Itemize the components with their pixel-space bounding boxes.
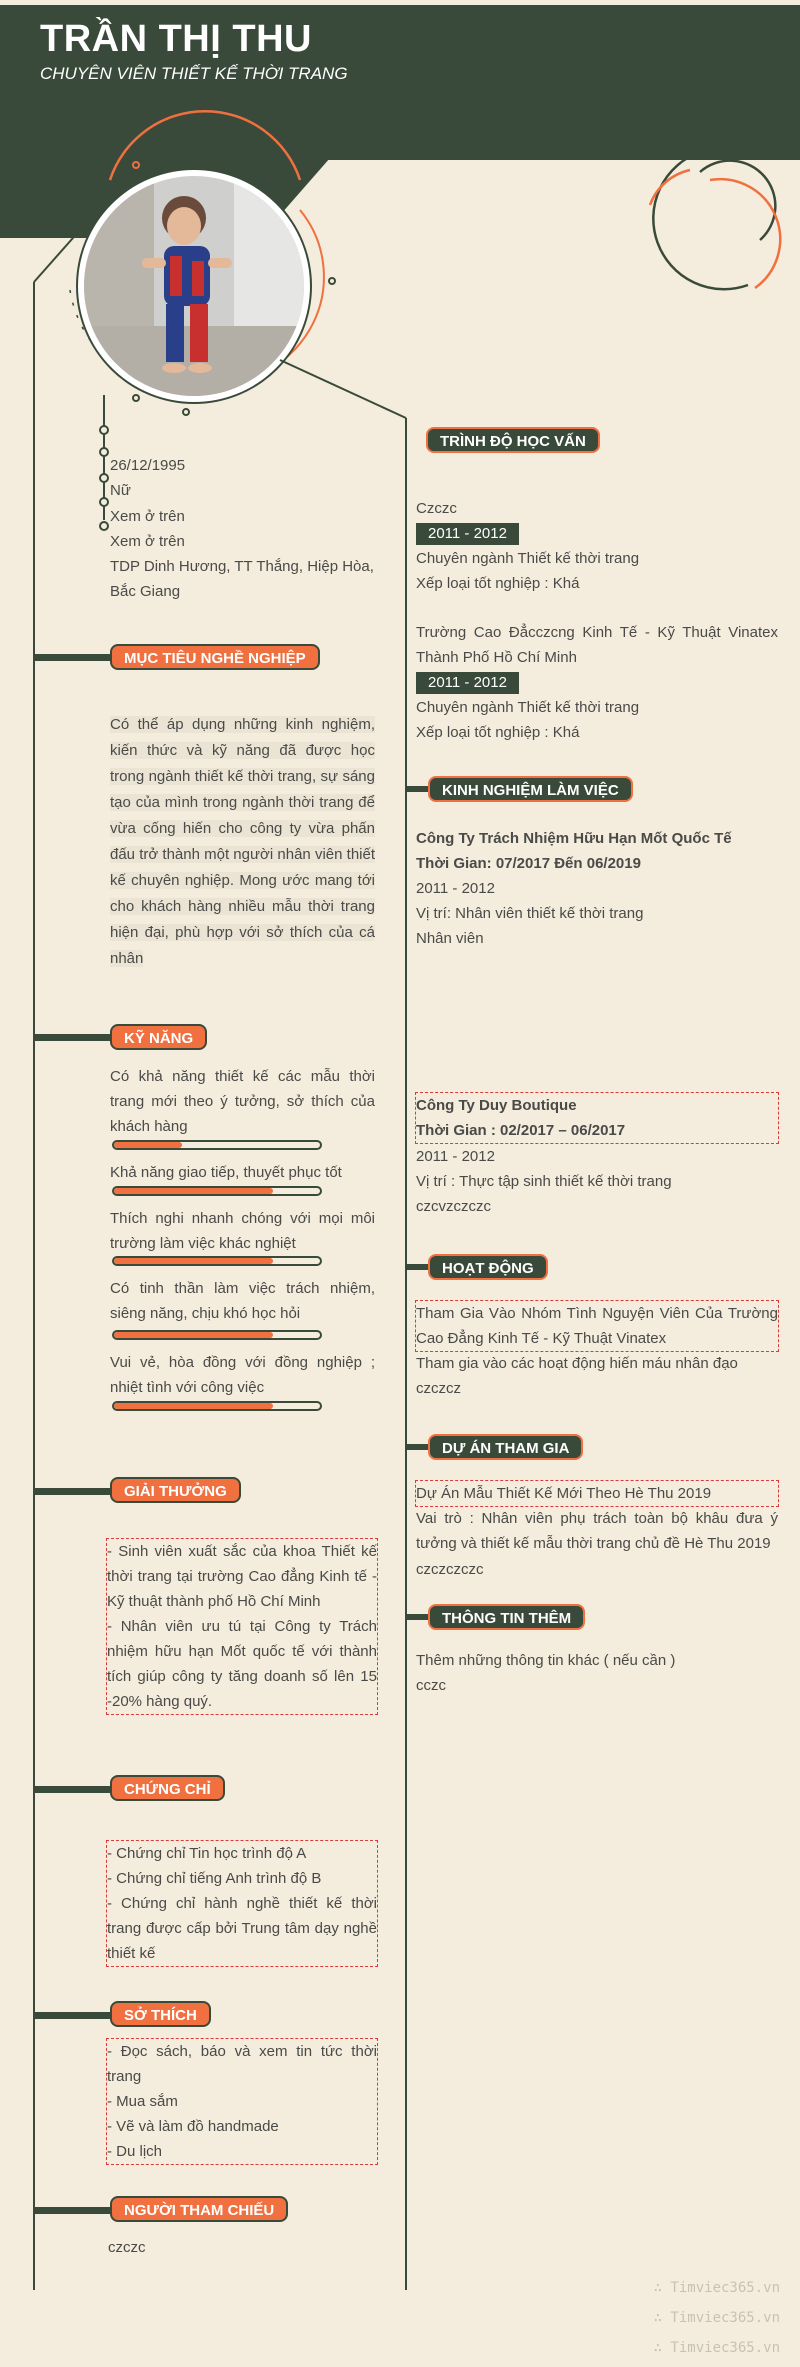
education-item (416, 620, 778, 745)
skill-bar-fill (114, 1258, 273, 1264)
section-bar (34, 1786, 114, 1793)
experience-desc: Nhân viên (416, 930, 484, 947)
experience-item (415, 1092, 779, 1144)
education-grade: Xếp loại tốt nghiệp : Khá (416, 724, 580, 741)
skill-text: Có khả năng thiết kế các mẫu thời trang mới theo ý tưởng, sở thích của khách hàng (110, 1068, 375, 1135)
activities-title: HOẠT ĐỘNG (428, 1254, 548, 1280)
experience-time: Thời Gian: 07/2017 Đến 06/2019 (416, 855, 641, 872)
education-period: 2011 - 2012 (416, 672, 519, 694)
gender: Nữ (110, 482, 131, 499)
education-major: Chuyên ngành Thiết kế thời trang (416, 550, 640, 567)
award-item: - Sinh viên xuất sắc của khoa Thiết kế thời trang tại trường Cao đẳng Kinh tế - Kỹ thuật thành phố Hồ Chí Minh (107, 1543, 377, 1610)
experience-company: Công Ty Trách Nhiệm Hữu Hạn Mốt Quốc Tế (416, 830, 732, 847)
activity-desc: Tham gia vào các hoạt động hiến máu nhân đạo (416, 1355, 738, 1372)
project-name: Dự Án Mẫu Thiết Kế Mới Theo Hè Thu 2019 (415, 1480, 779, 1507)
candidate-name: TRẦN THỊ THU (40, 18, 312, 60)
phone: Xem ở trên (110, 508, 185, 525)
skill-bar-fill (114, 1332, 273, 1338)
references-text: czczc (108, 2239, 146, 2256)
email: Xem ở trên (110, 533, 185, 550)
skill-bar (112, 1330, 322, 1340)
education-item (416, 496, 778, 596)
section-bar (34, 1034, 114, 1041)
activity-name: Tham Gia Vào Nhóm Tình Nguyện Viên Của Trường Cao Đẳng Kinh Tế - Kỹ Thuật Vinatex (415, 1300, 779, 1352)
education-title: TRÌNH ĐỘ HỌC VẤN (426, 427, 600, 453)
skill-text: Vui vẻ, hòa đồng với đồng nghiệp ; nhiệt tình với công việc (110, 1354, 375, 1396)
skill-bar-fill (114, 1142, 182, 1148)
skill-bar-fill (114, 1188, 273, 1194)
certificates-list (106, 1840, 378, 1967)
education-period: 2011 - 2012 (416, 523, 519, 545)
education-school: Czczc (416, 500, 457, 517)
project-role: Vai trò : Nhân viên phụ trách toàn bộ khâu đưa ý tưởng và thiết kế mẫu thời trang chủ đề Hè Thu 2019 (416, 1510, 778, 1552)
project-extra: czczczczc (416, 1561, 484, 1578)
education-school: Trường Cao Đẳcczcng Kinh Tế - Kỹ Thuật Vinatex Thành Phố Hồ Chí Minh (416, 624, 778, 666)
skill-bar (112, 1401, 322, 1411)
projects-title: DỰ ÁN THAM GIA (428, 1434, 583, 1460)
references-title: NGƯỜI THAM CHIẾU (110, 2196, 288, 2222)
objective-text (110, 712, 375, 972)
watermark: ∴ Timviec365.vn (653, 2280, 780, 2296)
experience-period: 2011 - 2012 (416, 880, 495, 897)
certificate-item: - Chứng chỉ hành nghề thiết kế thời trang được cấp bởi Trung tâm dạy nghề thiết kế (107, 1895, 377, 1962)
skills-title: KỸ NĂNG (110, 1024, 207, 1050)
candidate-title: CHUYÊN VIÊN THIẾT KẾ THỜI TRANG (40, 64, 348, 83)
skill-bar (112, 1256, 322, 1266)
experience-desc: czcvzczczc (416, 1198, 491, 1215)
watermark: ∴ Timviec365.vn (653, 2310, 780, 2326)
hobbies-list (106, 2038, 378, 2165)
more-info-text: Thêm những thông tin khác ( nếu cần ) (416, 1652, 676, 1669)
experience-position: Vị trí : Thực tập sinh thiết kế thời trang (416, 1173, 672, 1190)
hobby-item: - Du lịch (107, 2143, 163, 2160)
education-major: Chuyên ngành Thiết kế thời trang (416, 699, 640, 716)
experience-title: KINH NGHIỆM LÀM VIỆC (428, 776, 633, 802)
more-info-extra: cczc (416, 1677, 446, 1694)
activity-extra: czczcz (416, 1380, 461, 1397)
awards-list (106, 1538, 378, 1715)
awards-title: GIẢI THƯỞNG (110, 1477, 241, 1503)
objective-title: MỤC TIÊU NGHỀ NGHIỆP (110, 644, 320, 670)
watermark-text: Timviec365.vn (670, 2310, 780, 2326)
certificates-title: CHỨNG CHỈ (110, 1775, 225, 1801)
skill-text: Có tinh thần làm việc trách nhiệm, siêng năng, chịu khó học hỏi (110, 1280, 375, 1322)
experience-period: 2011 - 2012 (416, 1148, 495, 1165)
experience-company: Công Ty Duy Boutique (416, 1097, 577, 1114)
hobby-item: - Mua sắm (107, 2093, 178, 2110)
hobby-item: - Vẽ và làm đồ handmade (107, 2118, 279, 2135)
section-bar (34, 654, 114, 661)
skill-bar (112, 1140, 322, 1150)
birthday: 26/12/1995 (110, 457, 186, 474)
section-bar (34, 2207, 114, 2214)
experience-item-details (416, 1144, 778, 1219)
address: TDP Dinh Hương, TT Thắng, Hiệp Hòa, Bắc Giang (110, 558, 374, 600)
objective-text-content: Có thể áp dụng những kinh nghiệm, kiến thức và kỹ năng đã được học trong ngành thiết kế thời trang, sự sáng tạo của mình trong ngành thời trang để vừa cống hiến cho công ty vừa phấn đấu trở thành một người nhân viên thiết kế chuyên nghiệp. Mong ước mang tới cho khách hàng nhiều mẫu thời trang hiện đại, phù hợp với sở thích của cá nhân (110, 716, 375, 967)
section-bar (34, 2012, 114, 2019)
skill-text: Thích nghi nhanh chóng với mọi môi trường làm việc khác nghiệt (110, 1210, 375, 1252)
award-item: - Nhân viên ưu tú tại Công ty Trách nhiệm hữu hạn Mốt quốc tế với thành tích giúp công ty tăng doanh số lên 15 -20% hàng quý. (107, 1618, 377, 1710)
watermark-text: Timviec365.vn (670, 2340, 780, 2356)
skill-text: Khả năng giao tiếp, thuyết phục tốt (110, 1164, 342, 1181)
section-bar (34, 1488, 114, 1495)
experience-item (416, 826, 778, 951)
experience-time: Thời Gian : 02/2017 – 06/2017 (416, 1122, 626, 1139)
certificate-item: - Chứng chỉ tiếng Anh trình độ B (107, 1870, 322, 1887)
more-info-title: THÔNG TIN THÊM (428, 1604, 585, 1630)
watermark-text: Timviec365.vn (670, 2280, 780, 2296)
skill-bar-fill (114, 1403, 273, 1409)
experience-position: Vị trí: Nhân viên thiết kế thời trang (416, 905, 644, 922)
skill-bar (112, 1186, 322, 1196)
watermark: ∴ Timviec365.vn (653, 2340, 780, 2356)
certificate-item: - Chứng chỉ Tin học trình độ A (107, 1845, 307, 1862)
hobby-item: - Đọc sách, báo và xem tin tức thời trang (107, 2043, 377, 2085)
hobbies-title: SỞ THÍCH (110, 2001, 211, 2027)
education-grade: Xếp loại tốt nghiệp : Khá (416, 575, 580, 592)
